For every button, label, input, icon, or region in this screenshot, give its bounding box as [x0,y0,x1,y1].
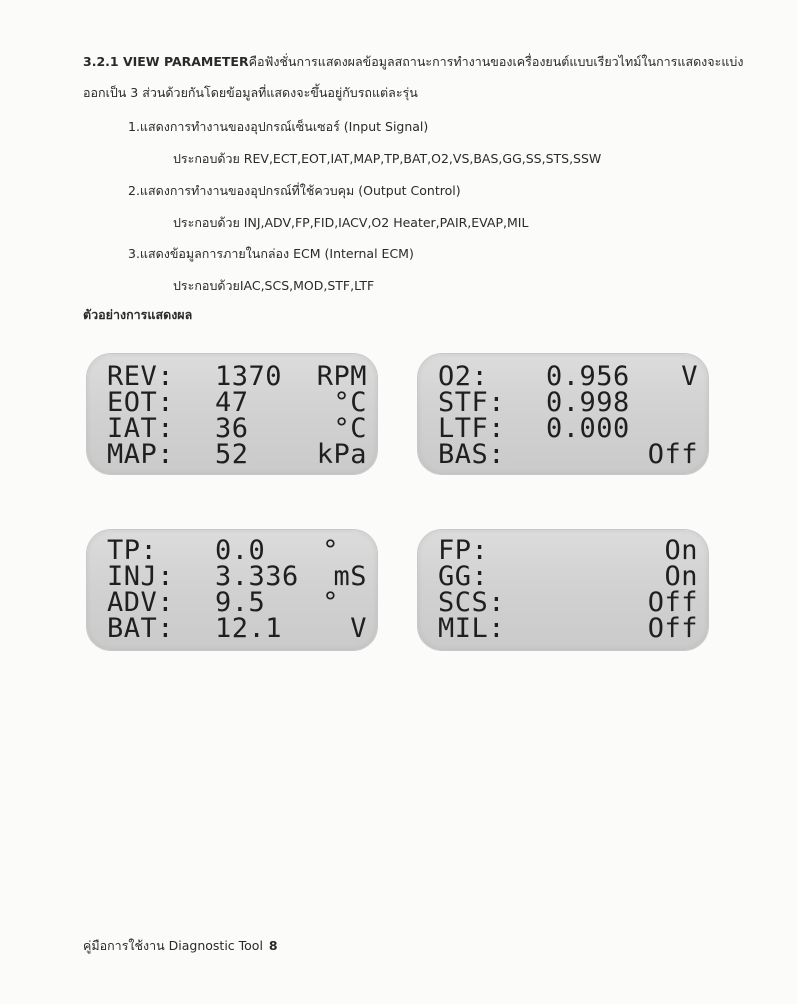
lcd-row [87,563,377,590]
lcd-row [418,363,708,390]
example-title: ตัวอย่างการแสดงผล [83,307,193,322]
item-3-title: 3.แสดงข้อมูลการภายในกล่อง ECM (Internal ECM) [128,246,414,261]
lcd-unit: Off [647,587,698,618]
lcd-value: 12.1 [215,613,283,644]
lcd-value: 1370 [215,361,283,392]
section-heading: 3.2.1 VIEW PARAMETER [83,54,249,69]
lcd-label: MIL: [438,613,506,644]
lcd-unit: On [664,535,698,566]
lcd-unit: °C [333,413,367,444]
lcd-row [418,615,708,642]
lcd-row [87,537,377,564]
lcd-display-3 [87,530,377,650]
lcd-row [418,589,708,616]
item-3-detail: ประกอบด้วยIAC,SCS,MOD,STF,LTF [173,278,375,293]
lcd-label: IAT: [107,413,175,444]
lcd-value: 0.998 [546,387,630,418]
page-number: 8 [268,938,278,953]
lcd-unit: °C [333,387,367,418]
lcd-value: 0.000 [546,413,630,444]
lcd-label: TP: [107,535,158,566]
lcd-label: INJ: [107,561,175,592]
lcd-unit: On [664,561,698,592]
lcd-label: EOT: [107,387,175,418]
lcd-label: FP: [438,535,489,566]
lcd-display-4 [418,530,708,650]
lcd-row [418,537,708,564]
lcd-value: 0.956 [546,361,630,392]
lcd-label: BAS: [438,439,506,470]
lcd-value: 0.0 [215,535,266,566]
lcd-row [87,363,377,390]
lcd-label: ADV: [107,587,175,618]
intro-text-2: ออกเป็น 3 ส่วนด้วยกันโดยข้อมูลที่แสดงจะขึ้นอยู่กับรถแต่ละรุ่น [83,85,418,100]
lcd-label: REV: [107,361,175,392]
lcd-value: 3.336 [215,561,299,592]
lcd-label: GG: [438,561,489,592]
lcd-label: MAP: [107,439,175,470]
lcd-label: BAT: [107,613,175,644]
lcd-row [87,615,377,642]
lcd-value: 52 [215,439,249,470]
lcd-label: O2: [438,361,489,392]
lcd-row [418,415,708,442]
footer-text: คู่มือการใช้งาน Diagnostic Tool [83,938,263,953]
lcd-row [87,389,377,416]
lcd-display-2 [418,354,708,474]
lcd-unit: ° [322,535,339,566]
lcd-row [87,441,377,468]
lcd-unit: mS [333,561,367,592]
lcd-label: LTF: [438,413,506,444]
lcd-label: SCS: [438,587,506,618]
lcd-row [418,441,708,468]
lcd-unit: RPM [316,361,367,392]
intro-line-2 [83,85,763,101]
item-1-title: 1.แสดงการทำงานของอุปกรณ์เซ็นเซอร์ (Input Signal) [128,119,429,134]
page-footer [83,936,278,956]
lcd-unit: V [681,361,698,392]
intro-text-1: คือฟังชั่นการแสดงผลข้อมูลสถานะการทำงานของเครื่องยนต์แบบเรียวไทม์ในการแสดงจะแบ่ง [248,54,744,69]
item-2-detail: ประกอบด้วย INJ,ADV,FP,FID,IACV,O2 Heater,PAIR,EVAP,MIL [173,215,529,230]
lcd-unit: Off [647,613,698,644]
item-1-detail: ประกอบด้วย REV,ECT,EOT,IAT,MAP,TP,BAT,O2,VS,BAS,GG,SS,STS,SSW [173,151,602,166]
lcd-row [87,415,377,442]
lcd-unit: V [350,613,367,644]
lcd-display-1 [87,354,377,474]
lcd-unit: kPa [316,439,367,470]
lcd-unit: ° [322,587,339,618]
lcd-value: 47 [215,387,249,418]
lcd-row [418,563,708,590]
intro-line-1 [83,54,763,70]
lcd-value: 9.5 [215,587,266,618]
lcd-row [87,589,377,616]
lcd-unit: Off [647,439,698,470]
lcd-value: 36 [215,413,249,444]
lcd-label: STF: [438,387,506,418]
item-2-title: 2.แสดงการทำงานของอุปกรณ์ที่ใช้ควบคุม (Output Control) [128,183,461,198]
lcd-row [418,389,708,416]
